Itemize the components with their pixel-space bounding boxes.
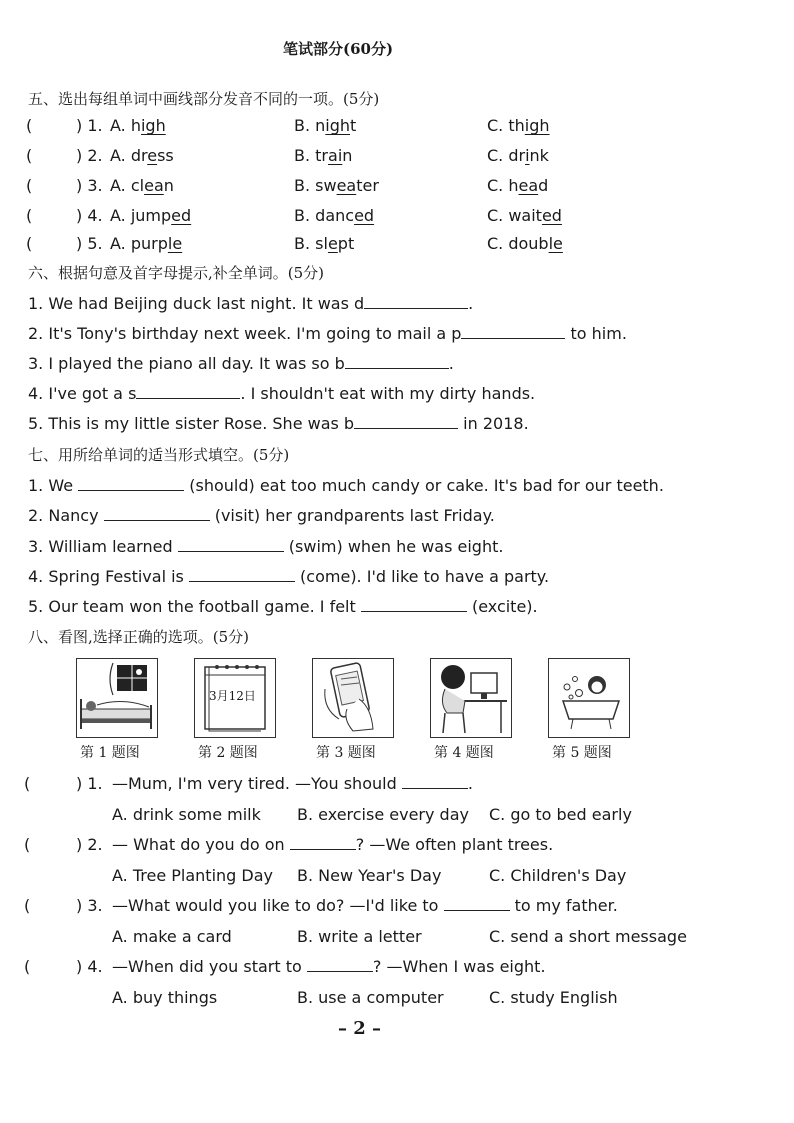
option-b[interactable]: B. exercise every day: [297, 805, 469, 824]
option-letter: B.: [294, 176, 316, 195]
option-c[interactable]: C. go to bed early: [489, 805, 632, 824]
option-a[interactable]: A. drink some milk: [112, 805, 261, 824]
option-letter: B.: [294, 234, 316, 253]
question-number: ) 4.: [76, 206, 103, 225]
option-a[interactable]: A. Tree Planting Day: [112, 866, 273, 885]
option-c[interactable]: [487, 176, 548, 195]
answer-blank[interactable]: [402, 774, 468, 789]
question-number: ) 2.: [76, 835, 103, 854]
picture-5-bath: [548, 658, 630, 738]
underlined-part: i: [525, 146, 530, 165]
option-c[interactable]: [487, 116, 550, 135]
page-title: 笔试部分(60分): [283, 40, 394, 58]
option-letter: C.: [487, 116, 509, 135]
word-part: danc: [315, 206, 355, 225]
sentence: [28, 354, 454, 373]
word-part: dr: [130, 146, 148, 165]
word-part: nk: [529, 146, 549, 165]
word-part: purp: [130, 234, 168, 253]
option-c[interactable]: [487, 146, 549, 165]
underlined-part: ed: [541, 206, 562, 225]
underlined-part: igh: [325, 116, 351, 135]
question-part: ? —When I was eight.: [372, 957, 546, 976]
question-part: to my father.: [509, 896, 618, 915]
caption-3: 第 3 题图: [316, 745, 376, 761]
option-b[interactable]: [294, 116, 356, 135]
answer-paren[interactable]: (: [26, 116, 33, 135]
answer-paren[interactable]: (: [24, 957, 31, 976]
option-b[interactable]: [294, 176, 379, 195]
sentence-text: (swim) when he was eight.: [283, 537, 504, 556]
option-c[interactable]: C. Children's Day: [489, 866, 627, 885]
calendar-date: 3月12日: [209, 689, 256, 703]
answer-blank[interactable]: [189, 567, 295, 582]
section6-heading: 六、根据句意及首字母提示,补全单词。(5分): [28, 264, 325, 282]
underlined-part: igh: [524, 116, 550, 135]
answer-paren[interactable]: (: [26, 146, 33, 165]
word-part: pt: [337, 234, 355, 253]
option-b[interactable]: [294, 206, 374, 225]
caption-5: 第 5 题图: [552, 745, 612, 761]
underlined-part: ai: [328, 146, 343, 165]
word-part: n: [342, 146, 353, 165]
answer-blank[interactable]: [345, 354, 449, 369]
answer-blank[interactable]: [354, 414, 458, 429]
sentence-text: (visit) her grandparents last Friday.: [209, 506, 495, 525]
option-c[interactable]: [487, 234, 563, 253]
sentence: [28, 324, 627, 343]
word-part: h: [130, 116, 141, 135]
answer-blank[interactable]: [364, 294, 468, 309]
sentence: [28, 567, 549, 586]
question-number: ) 2.: [76, 146, 103, 165]
question-number: ) 1.: [76, 116, 103, 135]
underlined-part: le: [548, 234, 563, 253]
sentence-text: 2. It's Tony's birthday next week. I'm going to mail a p: [28, 324, 462, 343]
option-a[interactable]: A. buy things: [112, 988, 218, 1007]
answer-blank[interactable]: [290, 835, 356, 850]
sentence-text: 1. We had Beijing duck last night. It was d: [28, 294, 365, 313]
question-text: [112, 835, 553, 854]
option-a[interactable]: [110, 146, 174, 165]
option-letter: C.: [487, 146, 509, 165]
question-text: [112, 896, 618, 915]
option-b[interactable]: B. use a computer: [297, 988, 444, 1007]
answer-paren[interactable]: (: [26, 206, 33, 225]
answer-blank[interactable]: [136, 384, 240, 399]
sentence-text: 4. Spring Festival is: [28, 567, 189, 586]
question-number: ) 1.: [76, 774, 103, 793]
option-a[interactable]: A. make a card: [112, 927, 232, 946]
question-number: ) 5.: [76, 234, 103, 253]
word-part: jump: [130, 206, 172, 225]
answer-paren[interactable]: (: [24, 896, 31, 915]
caption-4: 第 4 题图: [434, 745, 494, 761]
section5-heading: 五、选出每组单词中画线部分发音不同的一项。(5分): [28, 90, 380, 108]
option-a[interactable]: [110, 234, 182, 253]
question-number: ) 3.: [76, 176, 103, 195]
option-c[interactable]: C. study English: [489, 988, 618, 1007]
question-part: ? —We often plant trees.: [355, 835, 554, 854]
underlined-part: ea: [336, 176, 357, 195]
option-letter: A.: [110, 146, 131, 165]
sentence-text: (come). I'd like to have a party.: [294, 567, 550, 586]
sentence-text: 5. Our team won the football game. I felt: [28, 597, 361, 616]
answer-blank[interactable]: [104, 506, 210, 521]
option-letter: A.: [110, 206, 131, 225]
underlined-part: ed: [354, 206, 375, 225]
sentence-text: 1. We: [28, 476, 79, 495]
word-part: n: [163, 176, 174, 195]
sentence: [28, 414, 529, 433]
option-b[interactable]: [294, 234, 354, 253]
underlined-part: igh: [140, 116, 166, 135]
word-part: th: [508, 116, 525, 135]
sentence: [28, 476, 664, 495]
section7-heading: 七、用所给单词的适当形式填空。(5分): [28, 446, 290, 464]
caption-1: 第 1 题图: [80, 745, 140, 761]
underlined-part: e: [327, 234, 338, 253]
sentence-text: (should) eat too much candy or cake. It's bad for our teeth.: [184, 476, 664, 495]
option-letter: C.: [487, 206, 509, 225]
word-part: ss: [157, 146, 174, 165]
word-part: ter: [356, 176, 379, 195]
option-letter: B.: [294, 146, 316, 165]
word-part: wait: [508, 206, 542, 225]
picture-4-computer: [430, 658, 512, 738]
option-letter: C.: [487, 176, 509, 195]
question-text: [112, 957, 546, 976]
question-part: — What do you do on: [112, 835, 290, 854]
option-a[interactable]: [110, 176, 174, 195]
word-part: cl: [130, 176, 145, 195]
option-b[interactable]: B. New Year's Day: [297, 866, 442, 885]
sentence: [28, 506, 495, 525]
answer-blank[interactable]: [361, 597, 467, 612]
question-part: —Mum, I'm very tired. —You should: [112, 774, 402, 793]
sentence-text: 5. This is my little sister Rose. She was b: [28, 414, 355, 433]
question-number: ) 4.: [76, 957, 103, 976]
answer-paren[interactable]: (: [26, 234, 33, 253]
question-text: [112, 774, 473, 793]
word-part: h: [508, 176, 519, 195]
sentence-text: to him.: [565, 324, 627, 343]
option-b[interactable]: B. write a letter: [297, 927, 422, 946]
answer-blank[interactable]: [78, 476, 184, 491]
option-a[interactable]: [110, 206, 191, 225]
option-a[interactable]: [110, 116, 166, 135]
underlined-part: ea: [518, 176, 539, 195]
word-part: tr: [315, 146, 329, 165]
option-b[interactable]: [294, 146, 352, 165]
sentence-text: . I shouldn't eat with my dirty hands.: [240, 384, 536, 403]
answer-blank[interactable]: [461, 324, 565, 339]
word-part: n: [315, 116, 326, 135]
option-c[interactable]: C. send a short message: [489, 927, 687, 946]
word-part: t: [350, 116, 357, 135]
section8-heading: 八、看图,选择正确的选项。(5分): [28, 628, 250, 646]
sentence-text: 3. William learned: [28, 537, 178, 556]
answer-blank[interactable]: [307, 957, 373, 972]
answer-paren[interactable]: (: [24, 774, 31, 793]
answer-blank[interactable]: [178, 537, 284, 552]
caption-2: 第 2 题图: [198, 745, 258, 761]
underlined-part: e: [147, 146, 158, 165]
question-part: .: [467, 774, 473, 793]
option-letter: A.: [110, 176, 131, 195]
picture-2-calendar: [194, 658, 276, 738]
sentence-text: (excite).: [466, 597, 538, 616]
page-number: – 2 –: [338, 1018, 382, 1039]
underlined-part: le: [167, 234, 183, 253]
option-letter: A.: [110, 234, 131, 253]
option-letter: B.: [294, 206, 316, 225]
word-part: sl: [315, 234, 328, 253]
underlined-part: ed: [171, 206, 192, 225]
answer-blank[interactable]: [444, 896, 510, 911]
answer-paren[interactable]: (: [26, 176, 33, 195]
underlined-part: ea: [144, 176, 164, 195]
picture-3-phone: [312, 658, 394, 738]
sentence: [28, 597, 538, 616]
sentence-text: .: [448, 354, 454, 373]
sentence: [28, 384, 535, 403]
option-letter: A.: [110, 116, 131, 135]
question-number: ) 3.: [76, 896, 103, 915]
sentence-text: in 2018.: [458, 414, 529, 433]
word-part: sw: [315, 176, 337, 195]
option-c[interactable]: [487, 206, 562, 225]
question-part: —What would you like to do? —I'd like to: [112, 896, 444, 915]
sentence-text: 2. Nancy: [28, 506, 104, 525]
sentence-text: .: [468, 294, 474, 313]
sentence: [28, 294, 473, 313]
word-part: dr: [508, 146, 526, 165]
word-part: doub: [508, 234, 549, 253]
sentence-text: 3. I played the piano all day. It was so b: [28, 354, 345, 373]
sentence: [28, 537, 503, 556]
word-part: d: [538, 176, 549, 195]
picture-1-sleeping: [76, 658, 158, 738]
option-letter: B.: [294, 116, 316, 135]
option-letter: C.: [487, 234, 509, 253]
answer-paren[interactable]: (: [24, 835, 31, 854]
question-part: —When did you start to: [112, 957, 307, 976]
sentence-text: 4. I've got a s: [28, 384, 137, 403]
